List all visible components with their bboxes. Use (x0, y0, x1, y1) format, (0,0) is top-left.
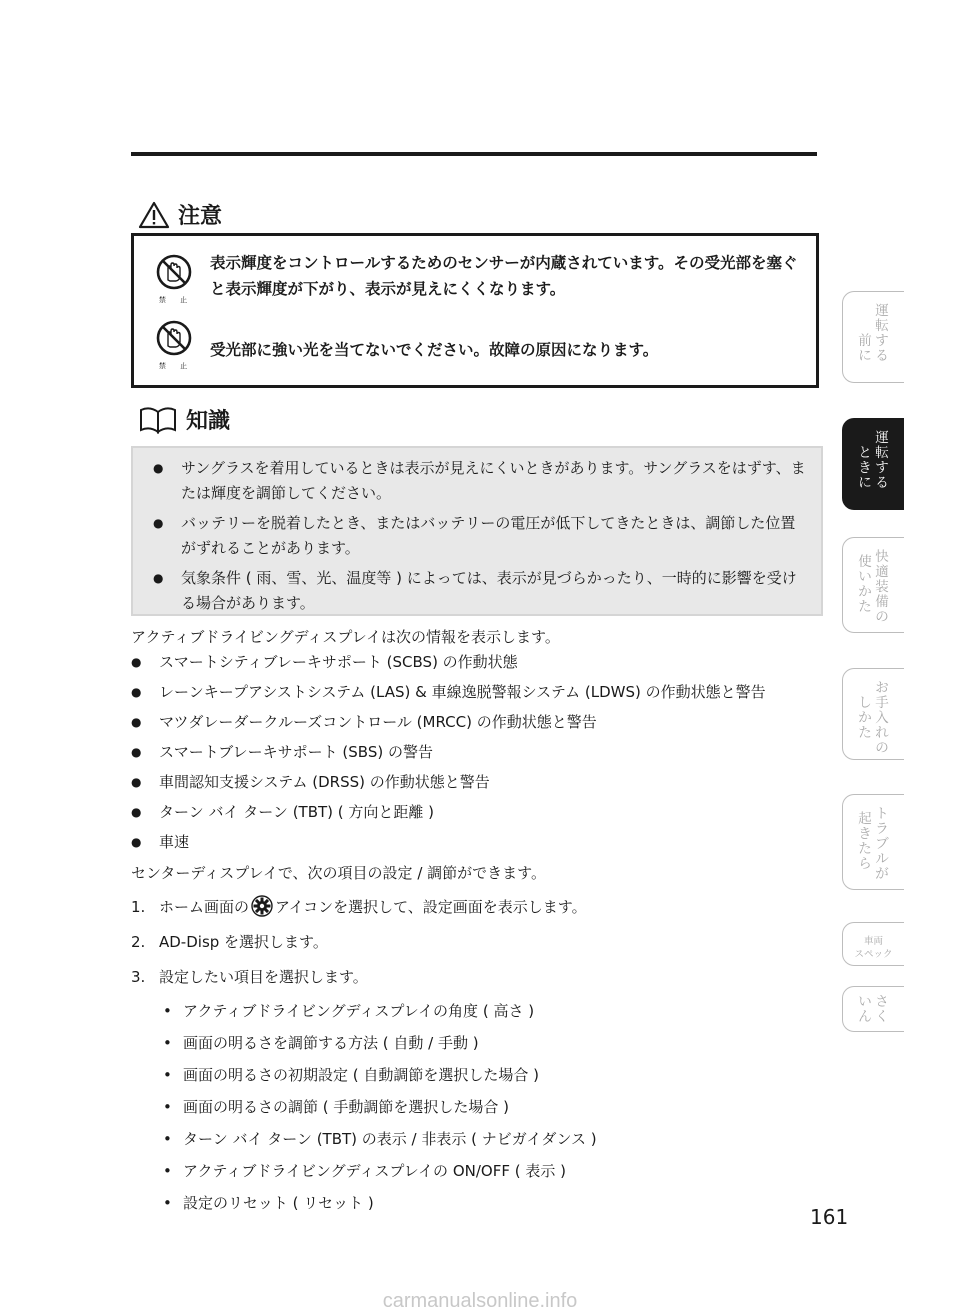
list-item: • 設定のリセット ( リセット ) (159, 1191, 821, 1215)
step-number: 3. (131, 968, 146, 986)
warning-triangle-icon (138, 201, 170, 229)
list-item: ● バッテリーを脱着したとき、またはバッテリーの電圧が低下してきたときは、調節した位置がずれることがあります。 (147, 511, 807, 561)
list-item: ● サングラスを着用しているときは表示が見えにくいときがあります。サングラスをはずす、または輝度を調節してください。 (147, 456, 807, 506)
no-touch-icon (156, 254, 192, 290)
prohibit-symbol (154, 254, 194, 305)
watermark: carmanualsonline.info (382, 1290, 578, 1312)
tab-label: 快 適 装 備 の (875, 549, 889, 625)
open-book-icon (138, 405, 178, 435)
caution-heading-text: 注意 (178, 204, 223, 229)
caution-text: 表示輝度をコントロールするためのセンサーが内蔵されています。その受光部を塞ぐと表示輝度が下がり、表示が見えにくくなります。 (210, 254, 798, 298)
tab-index[interactable] (842, 986, 904, 1032)
list-item: • 画面の明るさの調節 ( 手動調節を選択した場合 ) (159, 1095, 821, 1119)
tab-label: お 手 入 れ の (875, 680, 889, 756)
step-item (131, 964, 821, 990)
center-display-text: センターディスプレイで、次の項目の設定 / 調節ができます。 (131, 864, 546, 882)
list-item: • ターン バイ ターン (TBT) の表示 / 非表示 ( ナビガイダンス ) (159, 1127, 821, 1151)
tab-when-driving[interactable] (842, 418, 904, 510)
list-item: ● 気象条件 ( 雨、雪、光、温度等 ) によっては、表示が見づらかったり、一時的に影響を受ける場合があります。 (147, 566, 807, 616)
knowledge-heading (138, 404, 230, 435)
caution-heading (138, 199, 222, 230)
tab-troubleshooting[interactable] (842, 794, 904, 890)
step-item (131, 894, 821, 920)
top-rule (131, 152, 817, 156)
tab-vehicle-specs[interactable] (842, 922, 904, 966)
prohibit-label: 禁 止 (158, 362, 194, 370)
knowledge-heading-text: 知識 (186, 409, 231, 434)
tab-label: し か た (858, 695, 872, 741)
list-item: ● スマートブレーキサポート (SBS) の警告 (131, 740, 821, 764)
list-item: ● ターン バイ ターン (TBT) ( 方向と距離 ) (131, 800, 821, 824)
page-number: 161 (810, 1205, 849, 1229)
tab-comfort-equipment[interactable] (842, 537, 904, 633)
tab-label: い ん (858, 994, 872, 1025)
tab-label: スペック (854, 949, 893, 960)
list-item: ● レーンキープアシストシステム (LAS) & 車線逸脱警報システム (LDWS) の作動状態と警告 (131, 680, 821, 704)
tab-label: 起 き た ら (858, 811, 872, 872)
list-item: • 画面の明るさを調節する方法 ( 自動 / 手動 ) (159, 1031, 821, 1055)
tab-label: 運 転 す る (875, 430, 889, 491)
prohibit-symbol (154, 320, 194, 371)
step-text: アイコンを選択して、設定画面を表示します。 (275, 898, 587, 916)
step-item (131, 929, 821, 955)
list-item: ● 車間認知支援システム (DRSS) の作動状態と警告 (131, 770, 821, 794)
prohibit-label: 禁 止 (158, 296, 194, 304)
knowledge-box (131, 446, 823, 616)
gear-icon (251, 895, 273, 917)
tab-maintenance[interactable] (842, 668, 904, 760)
caution-box (131, 233, 819, 388)
tab-before-driving[interactable] (842, 291, 904, 383)
list-item: • アクティブドライビングディスプレイの ON/OFF ( 表示 ) (159, 1159, 821, 1183)
step-text: 設定したい項目を選択します。 (159, 968, 368, 986)
tab-label: 前 に (858, 333, 872, 364)
step-number: 2. (131, 933, 146, 951)
main-content (131, 624, 821, 1223)
step-text: ホーム画面の (159, 898, 250, 916)
no-touch-icon (156, 320, 192, 356)
list-item: ● マツダレーダークルーズコントロール (MRCC) の作動状態と警告 (131, 710, 821, 734)
step-list (131, 894, 821, 990)
feature-list (131, 650, 821, 854)
caution-text: 受光部に強い光を当てないでください。故障の原因になります。 (210, 341, 659, 359)
sub-item-list (131, 999, 821, 1215)
list-item: ● 車速 (131, 830, 821, 854)
tab-label: と き に (858, 445, 872, 491)
tab-label: ト ラ ブ ル が (875, 806, 889, 882)
tab-label: 使 い か た (858, 554, 872, 615)
list-item: ● スマートシティブレーキサポート (SCBS) の作動状態 (131, 650, 821, 674)
tab-label: 車両 (863, 936, 883, 947)
step-number: 1. (131, 898, 146, 916)
step-text: AD-Disp を選択します。 (159, 933, 328, 951)
tab-label: 運 転 す る (875, 303, 889, 364)
tab-label: さ く (875, 994, 889, 1025)
intro-text: アクティブドライビングディスプレイは次の情報を表示します。 (131, 628, 560, 646)
list-item: • アクティブドライビングディスプレイの角度 ( 高さ ) (159, 999, 821, 1023)
list-item: • 画面の明るさの初期設定 ( 自動調節を選択した場合 ) (159, 1063, 821, 1087)
